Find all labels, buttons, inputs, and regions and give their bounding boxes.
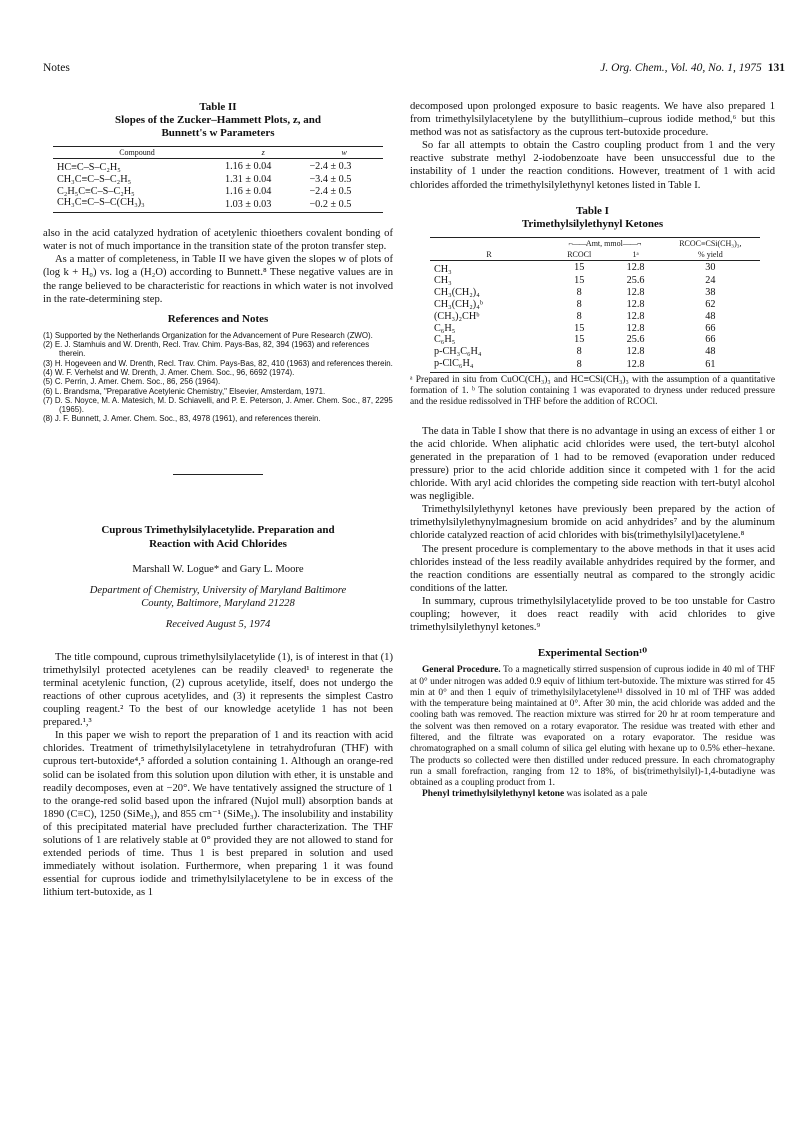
table-cell: 30 — [705, 262, 716, 274]
affiliation-line2: County, Baltimore, Maryland 21228 — [141, 597, 295, 609]
table1-group-amt: ⌐——Amt, mmol——¬ — [568, 238, 641, 248]
table-cell: 15 — [574, 322, 585, 334]
table-cell: CH₃(CH₂)₄ — [434, 287, 480, 299]
paragraph: In this paper we wish to report the preparation of 1 and its reaction with acid chlorides. Treatment of trimethylsilylacetylene in tetrahydrofuran (THF) with cuprous tert-butoxide⁴,⁵ afforded a solution containing 1. Although an orange-red solid can be isolated from this solution upon dilution with ether, it is unstable and readily decomposes, even at −20°. We have tentatively assigned the structure of 1 to the orange-red solid based upon the infrared (Nujol mull) absorption bands at 1890 (C≡C), 1250 (SiMe₃), and 855 cm⁻¹ (SiMe₃). The insolubility and instability of this precipitated material have precluded further characterization. The THF solutions of 1 are relatively stable at 0° provided they are not allowed to stand for extended periods of time. Thus 1 is best prepared in solution and used immediately without isolation. Furthermore, when preparing 1 it was found essential for cuprous iodide and trimethylsilylacetylene to be in excess of the lithium tert-butoxide, as 1 — [43, 730, 393, 899]
table1-caption: Trimethylsilylethynyl Ketones — [521, 217, 664, 230]
paragraph: As a matter of completeness, in Table II we have given the slopes w of plots of (log k + H₀) vs. log a (H₂O) according to Bunnett.⁸ These negative values are in the range believed to be characteristic for reactions in which water is not involved in the rate-determining step. — [43, 254, 393, 305]
table-row — [430, 323, 760, 335]
page-number: 131 — [767, 62, 785, 74]
left-column — [43, 100, 393, 900]
table1 — [430, 237, 760, 373]
table-cell: 12.8 — [626, 287, 645, 299]
table-cell: CH₃ — [434, 275, 452, 287]
general-procedure-text: To a magnetically stirred suspension of cuprous iodide in 40 ml of THF at 0° under nitrogen was added 0.9 equiv of lithium tert-butoxide. The mixture was stirred for 45 min at 0° and then 1 equiv of trimethylsilylacetylene¹¹ dissolved in 10 ml of THF was added with the temperature being maintained at 0°. After 30 min, the acid chloride was added and the cooling bath was removed. The reaction mixture was stirred for 20 hr at room temperature and the solvent was then removed on a rotary evaporator. The residue was treated with ether and filtered, and the filtrate was evaporated on a rotary evaporator. The residue was chromatographed on a small column of silica gel eluting with hexane up to 0.5% ether–hexane. The products so collected were then distilled under reduced pressure. In each chromatography run a small forefraction, ranging from 12 to 18%, of bis(trimethylsilyl)-1,4-butadiyne was obtained as a coupling product from 1. — [410, 665, 775, 789]
paragraph: So far all attempts to obtain the Castro coupling product from 1 and the very reactive substrate methyl 2-iodobenzoate have been unsuccessful due to the instability of 1 under the reaction conditions. However, treatment of 1 with acid chlorides afforded the trimethylsilylethynyl ketones listed in Table I. — [410, 140, 775, 191]
right-column — [410, 100, 775, 801]
table-cell: −0.2 ± 0.5 — [309, 198, 352, 210]
table2-col-z: z — [261, 148, 265, 157]
table1-col-rcocl: RCOCl — [567, 249, 592, 259]
table-cell: CH₃ — [434, 263, 452, 275]
table1-label: Table I — [576, 204, 609, 217]
journal-citation: J. Org. Chem., Vol. 40, No. 1, 1975 — [600, 62, 762, 74]
table2-label: Table II — [199, 101, 237, 113]
table-cell: −3.4 ± 0.5 — [309, 173, 352, 185]
table-cell: CH₃(CH₂)₄ᵇ — [434, 299, 483, 311]
article-title-line2: Reaction with Acid Chlorides — [149, 537, 287, 550]
compound-text: was isolated as a pale — [566, 789, 648, 800]
table-cell: 15 — [574, 334, 585, 346]
table-cell: (CH₃)₂CHᵇ — [434, 310, 480, 322]
table-cell: HC≡C–S–C₂H₅ — [57, 162, 121, 173]
compound-paragraph — [410, 789, 775, 800]
reference-item: (2) E. J. Stamhuis and W. Drenth, Recl. Trav. Chim. Pays-Bas, 82, 394 (1963) and references therein. — [43, 340, 370, 359]
table-cell: 62 — [705, 299, 716, 311]
table-row — [53, 186, 383, 198]
table-row — [430, 311, 760, 323]
section-divider — [173, 474, 263, 475]
table-cell: CH₃C≡C–S–C(CH₃)₃ — [57, 197, 145, 209]
paragraph: In summary, cuprous trimethylsilylacetylide proved to be too unstable for Castro coupling; however, it does react readily with acid chlorides to give trimethylsilylethynyl ketones.⁹ — [410, 595, 775, 634]
table-cell: C₂H₅C≡C–S–C₂H₅ — [57, 185, 135, 197]
table-cell: 12.8 — [626, 299, 645, 311]
table-cell: 15 — [574, 262, 585, 274]
paragraph: also in the acid catalyzed hydration of acetylenic thioethers covalent bonding of water is not of much importance in the transition state of the proton transfer step. — [43, 228, 393, 253]
reference-item: (7) D. S. Noyce, M. A. Matesich, M. D. Schiavelli, and P. E. Peterson, J. Amer. Chem. Soc., 87, 2295 (1965). — [43, 395, 393, 415]
table-cell: 24 — [705, 275, 716, 287]
table-cell: 8 — [576, 287, 582, 299]
table-cell: 12.8 — [626, 310, 645, 322]
reference-item: (3) H. Hogeveen and W. Drenth, Recl. Trav. Chim. Pays-Bas, 82, 410 (1963) and references therein. — [43, 358, 393, 368]
table-cell: 25.6 — [626, 334, 645, 346]
table-cell: 8 — [576, 359, 582, 371]
compound-name: Phenyl trimethylsilylethynyl ketone — [422, 789, 565, 800]
table-row — [430, 287, 760, 299]
paragraph: The title compound, cuprous trimethylsilylacetylide (1), is of interest in that (1) trimethylsilyl protected acetylenes can be readily cleaved¹ to regenerate the terminal acetylenic function, (2) cuprous acetylide, itself, does not undergo the reactions of other cuprous acetylides, and (3) it represents the simplest Castro coupling reagent.² To the best of our knowledge acetylide 1 has not been prepared.¹,³ — [43, 651, 393, 729]
running-head-left: Notes — [43, 62, 70, 74]
table-cell: 38 — [705, 287, 716, 299]
table-cell: C₆H₅ — [434, 334, 456, 346]
table2-col-w: w — [341, 148, 347, 157]
table-cell: 48 — [705, 310, 716, 322]
table1-footnote: ᵃ Prepared in situ from CuOC(CH₃)₃ and HC≡CSi(CH₃)₃ with the assumption of a quantitative formation of 1. ᵇ The solution containing 1 was evaporated to dryness under reduced pressure and the residue redissolved in THF before the addition of RCOCl. — [410, 374, 775, 408]
table-row — [53, 159, 383, 174]
received-date: Received August 5, 1974 — [165, 618, 271, 630]
table-cell: 8 — [576, 310, 582, 322]
table-cell: 12.8 — [626, 346, 645, 358]
table-cell: 12.8 — [626, 262, 645, 274]
reference-item: (4) W. F. Verhelst and W. Drenth, J. Amer. Chem. Soc., 96, 6692 (1974). — [43, 367, 295, 377]
running-head-right — [600, 62, 785, 74]
table-cell: C₆H₅ — [434, 322, 456, 334]
table2 — [53, 146, 383, 213]
reference-item: (8) J. F. Bunnett, J. Amer. Chem. Soc., 83, 4978 (1961), and references therein. — [43, 414, 321, 424]
table-row — [430, 275, 760, 287]
table-cell: 48 — [705, 346, 716, 358]
table-cell: 12.8 — [626, 359, 645, 371]
table-cell: p-CH₃C₆H₄ — [434, 346, 482, 358]
table2-caption-line2: Bunnett's w Parameters — [161, 127, 275, 139]
table-row — [430, 358, 760, 372]
table-cell: 8 — [576, 346, 582, 358]
experimental-heading: Experimental Section¹⁰ — [537, 647, 648, 660]
table-cell: 66 — [705, 322, 716, 334]
table-row — [430, 299, 760, 311]
table-cell: 1.03 ± 0.03 — [225, 198, 272, 210]
table1-group-amt-label: Amt, mmol — [585, 238, 623, 248]
table2-col-compound: Compound — [119, 148, 155, 157]
paragraph: The data in Table I show that there is no advantage in using an excess of either 1 or the acid chloride. When aliphatic acid chlorides were used, the tert-butyl alcohol generated in the preparation of 1 had to be removed (evaporation under reduced pressure) prior to the acid chloride addition since it competed with 1 for the acid chloride. With aryl acid chlorides the competing side reaction with tert-butyl alcohol was negligible. — [410, 425, 775, 503]
table1-col-r: R — [486, 249, 492, 259]
table-cell: p-ClC₆H₄ — [434, 358, 474, 370]
table2-caption-line1: Slopes of the Zucker–Hammett Plots, z, and — [115, 114, 321, 126]
table-row — [430, 346, 760, 358]
reference-item: (1) Supported by the Netherlands Organization for the Advancement of Pure Research (ZWO). — [43, 330, 373, 340]
table-cell: 15 — [574, 275, 585, 287]
table-row — [53, 197, 383, 212]
general-procedure — [410, 665, 775, 789]
table-cell: 1.16 ± 0.04 — [225, 160, 272, 172]
table-cell: 1.31 ± 0.04 — [225, 173, 272, 185]
general-procedure-label: General Procedure. — [422, 665, 501, 676]
table-cell: 8 — [576, 299, 582, 311]
table-cell: −2.4 ± 0.5 — [309, 185, 352, 197]
authors: Marshall W. Logue* and Gary L. Moore — [132, 563, 304, 575]
table-cell: 1.16 ± 0.04 — [225, 185, 272, 197]
reference-item: (5) C. Perrin, J. Amer. Chem. Soc., 86, 256 (1964). — [43, 377, 221, 387]
reference-item: (6) L. Brandsma, "Preparative Acetylenic Chemistry," Elsevier, Amsterdam, 1971. — [43, 386, 326, 396]
table1-product-head: RCOC≡CSi(CH₃)₃, — [679, 238, 742, 248]
paragraph: Trimethylsilylethynyl ketones have previously been prepared by the action of trimethylsilylethynylmagnesium bromide on acid anhydrides⁷ and by the aluminum chloride catalyzed reaction of acid chlorides with bis(trimethylsilyl)acetylene.⁸ — [410, 504, 775, 542]
table-row — [430, 260, 760, 275]
table-cell: 25.6 — [626, 275, 645, 287]
references-heading: References and Notes — [167, 312, 269, 325]
table-row — [430, 334, 760, 346]
table-cell: CH₃C≡C–S–C₂H₅ — [57, 173, 132, 185]
table-cell: 61 — [705, 359, 716, 371]
paragraph: The present procedure is complementary to the above methods in that it uses acid chlorides instead of the less readily available anhydrides required by the former, and the reaction conditions are essentially neutral as compared to the strongly acidic conditions of the latter. — [410, 543, 775, 594]
paragraph: decomposed upon prolonged exposure to basic reagents. We have also prepared 1 from trimethylsilylacetylene by the butyllithium–cuprous iodide method,⁶ but this method was not as satisfactory as the cuprous tert-butoxide procedure. — [410, 101, 775, 139]
table-cell: −2.4 ± 0.3 — [309, 160, 352, 172]
table1-col-yield: % yield — [698, 249, 723, 259]
table-row — [53, 174, 383, 186]
affiliation-line1: Department of Chemistry, University of Maryland Baltimore — [89, 584, 347, 596]
table-cell: 66 — [705, 334, 716, 346]
references-list — [43, 331, 393, 424]
table1-col-1: 1ᵃ — [632, 249, 639, 259]
article-title-line1: Cuprous Trimethylsilylacetylide. Preparation and — [101, 523, 335, 536]
table-cell: 12.8 — [626, 322, 645, 334]
